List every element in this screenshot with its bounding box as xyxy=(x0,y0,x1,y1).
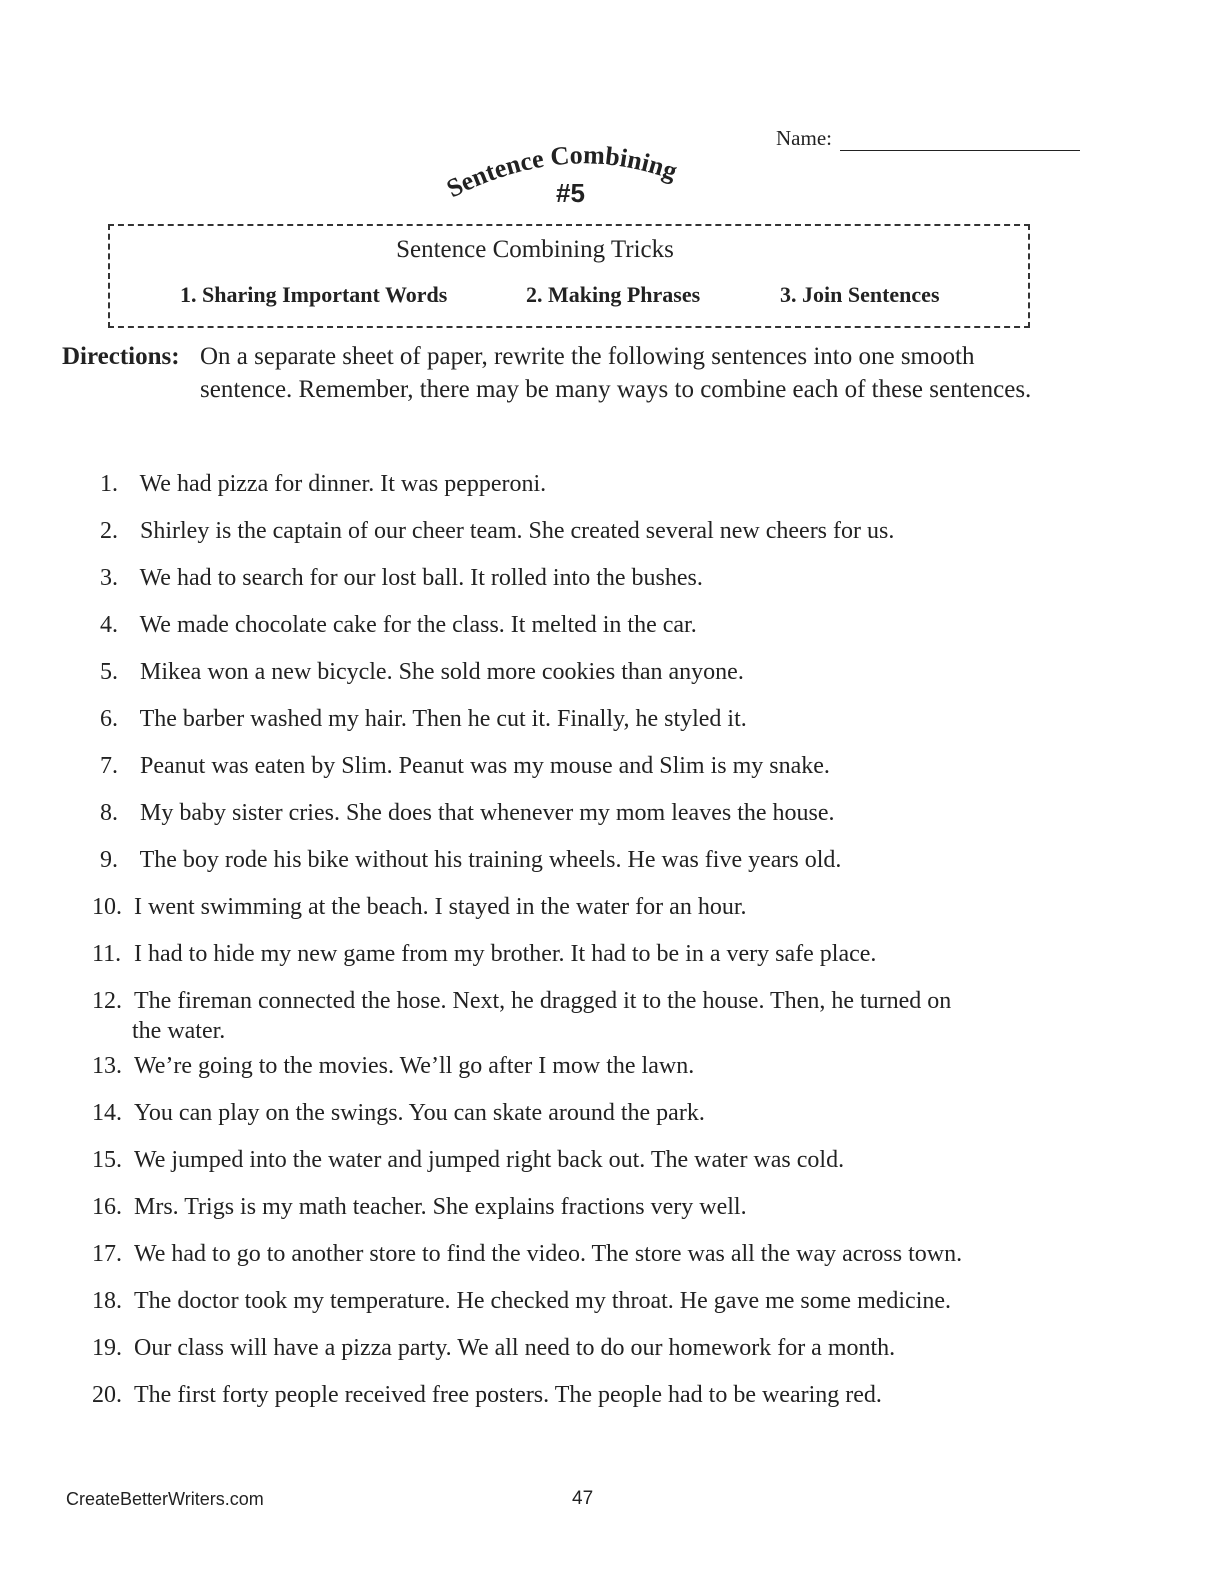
list-item xyxy=(100,468,1100,501)
list-item xyxy=(100,750,1100,783)
item-text: We had to go to another store to find the video. The store was all the way across town. xyxy=(134,1241,963,1267)
item-text: We’re going to the movies. We’ll go after I mow the lawn. xyxy=(134,1053,695,1079)
item-number: 5. xyxy=(100,659,118,685)
item-number: 8. xyxy=(100,800,118,826)
list-item xyxy=(92,1238,1092,1271)
item-number: 19. xyxy=(92,1335,122,1361)
item-text-continued: the water. xyxy=(132,1018,226,1044)
item-text: Mikea won a new bicycle. She sold more cookies than anyone. xyxy=(140,659,744,685)
item-number: 13. xyxy=(92,1053,122,1079)
tricks-title: Sentence Combining Tricks xyxy=(396,236,674,263)
item-text: Peanut was eaten by Slim. Peanut was my mouse and Slim is my snake. xyxy=(140,753,830,779)
item-number: 11. xyxy=(92,941,122,967)
worksheet-number: #5 xyxy=(556,178,585,208)
item-number: 17. xyxy=(92,1241,122,1267)
list-item xyxy=(92,1050,1092,1083)
item-number: 4. xyxy=(100,612,118,638)
footer-site: CreateBetterWriters.com xyxy=(66,1489,264,1509)
item-text: We jumped into the water and jumped right back out. The water was cold. xyxy=(134,1147,845,1173)
list-item xyxy=(92,1332,1092,1365)
list-item xyxy=(100,562,1100,595)
item-number: 14. xyxy=(92,1100,122,1126)
tricks-box xyxy=(108,224,1030,328)
list-item xyxy=(100,703,1100,736)
name-field xyxy=(776,126,1080,151)
item-text: The fireman connected the hose. Next, he dragged it to the house. Then, he turned on xyxy=(134,988,952,1014)
item-number: 7. xyxy=(100,753,118,779)
list-item xyxy=(100,515,1100,548)
item-number: 9. xyxy=(100,847,118,873)
item-text: My baby sister cries. She does that whenever my mom leaves the house. xyxy=(140,800,835,826)
list-item xyxy=(92,985,1092,1048)
item-number: 12. xyxy=(92,988,122,1014)
item-number: 1. xyxy=(100,471,118,497)
list-item xyxy=(92,891,1092,924)
list-item xyxy=(100,797,1100,830)
item-text: The doctor took my temperature. He checked my throat. He gave me some medicine. xyxy=(134,1288,952,1314)
directions-label: Directions: xyxy=(62,343,180,370)
item-number: 15. xyxy=(92,1147,122,1173)
item-number: 16. xyxy=(92,1194,122,1220)
list-item xyxy=(100,609,1100,642)
list-item xyxy=(100,844,1100,877)
list-item xyxy=(100,656,1100,689)
worksheet-title-text: Sentence Combining xyxy=(441,140,682,204)
item-text: Mrs. Trigs is my math teacher. She explains fractions very well. xyxy=(134,1194,747,1220)
item-text: The barber washed my hair. Then he cut it. Finally, he styled it. xyxy=(139,706,747,732)
list-item xyxy=(92,1285,1092,1318)
list-item xyxy=(92,1097,1092,1130)
item-text: The boy rode his bike without his training wheels. He was five years old. xyxy=(139,847,842,873)
page-number: 47 xyxy=(572,1488,594,1509)
item-text: We had to search for our lost ball. It rolled into the bushes. xyxy=(139,565,703,591)
item-text: Shirley is the captain of our cheer team. She created several new cheers for us. xyxy=(140,518,895,544)
item-number: 3. xyxy=(100,565,118,591)
item-text: I had to hide my new game from my brother. It had to be in a very safe place. xyxy=(134,941,877,967)
item-text: Our class will have a pizza party. We all need to do our homework for a month. xyxy=(134,1335,896,1361)
item-number: 18. xyxy=(92,1288,122,1314)
list-item xyxy=(92,938,1092,971)
item-number: 2. xyxy=(100,518,118,544)
item-text: You can play on the swings. You can skate around the park. xyxy=(134,1100,705,1126)
list-item xyxy=(92,1379,1092,1412)
item-text: We made chocolate cake for the class. It melted in the car. xyxy=(139,612,697,638)
name-label: Name: xyxy=(776,126,832,150)
item-number: 6. xyxy=(100,706,118,732)
name-blank-line xyxy=(840,130,1080,151)
trick-2: 2. Making Phrases xyxy=(526,282,701,307)
directions-text: On a separate sheet of paper, rewrite the following sentences into one smooth sentence. Remember, there may be many ways to combine each of these sentences. xyxy=(200,343,1032,403)
item-text: We had pizza for dinner. It was pepperoni. xyxy=(139,471,547,497)
trick-1: 1. Sharing Important Words xyxy=(180,282,448,307)
list-item xyxy=(92,1144,1092,1177)
trick-3: 3. Join Sentences xyxy=(780,282,940,307)
list-item xyxy=(92,1191,1092,1224)
item-text: The first forty people received free posters. The people had to be wearing red. xyxy=(134,1382,882,1408)
item-number: 10. xyxy=(92,894,122,920)
item-text: I went swimming at the beach. I stayed in the water for an hour. xyxy=(134,894,747,920)
item-number: 20. xyxy=(92,1382,122,1408)
